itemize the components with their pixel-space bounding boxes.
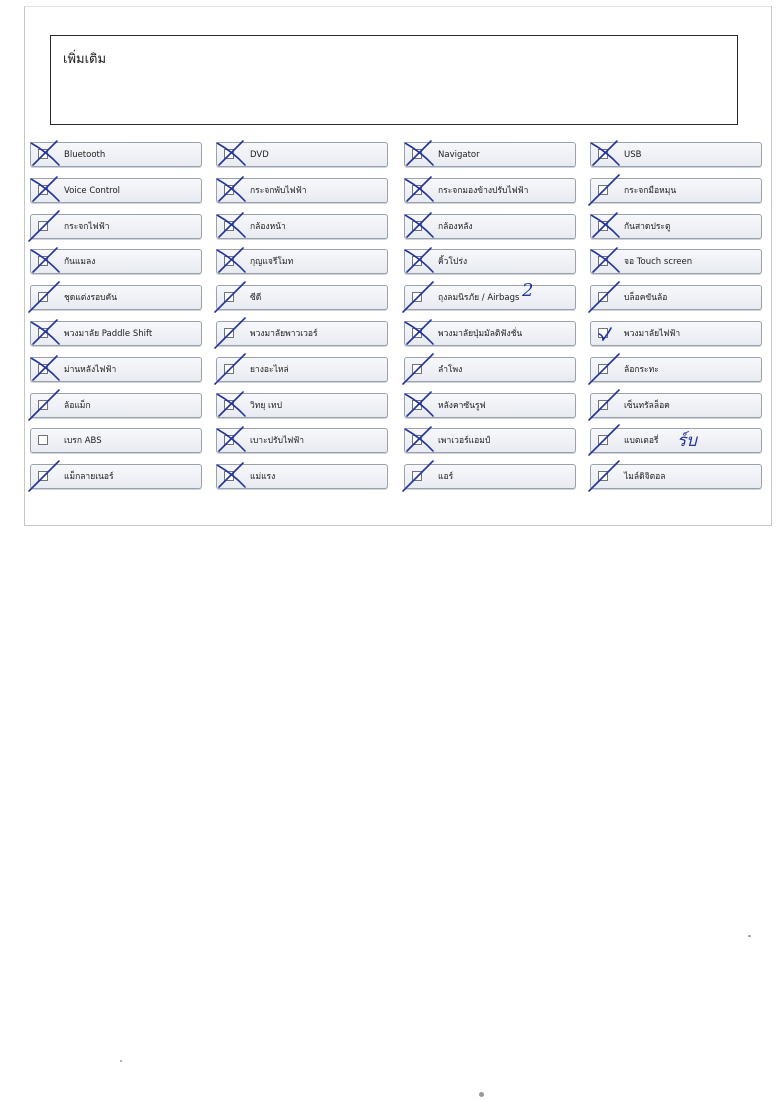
option-label: กระจกมองข้างปรับไฟฟ้า <box>438 185 529 196</box>
option-checkbox[interactable] <box>38 435 48 445</box>
option-label: วิทยุ เทป <box>250 400 282 411</box>
option-label: ถุงลมนิรภัย / Airbags <box>438 293 520 304</box>
option-item[interactable] <box>404 321 576 346</box>
option-label: ล้อกระทะ <box>624 364 659 375</box>
option-label: Navigator <box>438 150 480 160</box>
option-item[interactable] <box>590 214 762 239</box>
option-label: บล็อคขันล้อ <box>624 293 668 304</box>
options-checklist <box>30 142 764 492</box>
x-mark-icon <box>397 421 445 461</box>
option-item[interactable] <box>216 321 388 346</box>
slash-mark-icon <box>583 386 631 426</box>
slash-mark-icon <box>23 457 71 497</box>
slash-mark-icon <box>583 171 631 211</box>
option-item[interactable] <box>216 142 388 167</box>
x-mark-icon <box>209 207 257 247</box>
option-label: กล้องหลัง <box>438 221 473 232</box>
option-label: กระจกไฟฟ้า <box>64 221 110 232</box>
option-label: เบรก ABS <box>64 436 102 447</box>
option-item[interactable] <box>404 214 576 239</box>
x-mark-icon <box>397 135 445 175</box>
slash-mark-icon <box>583 421 631 461</box>
option-item[interactable] <box>590 428 762 453</box>
additional-notes-label: เพิ่มเติม <box>63 52 107 67</box>
option-label: พวงมาลัย Paddle Shift <box>64 329 153 339</box>
option-label: USB <box>624 150 642 160</box>
option-label: Voice Control <box>64 185 121 196</box>
x-mark-icon <box>209 171 257 211</box>
x-mark-icon <box>209 242 257 282</box>
option-item[interactable] <box>30 393 202 418</box>
option-item[interactable] <box>404 249 576 274</box>
option-item[interactable] <box>30 285 202 310</box>
option-item[interactable] <box>216 178 388 203</box>
option-label: แม่แรง <box>250 472 276 483</box>
option-label: กันแมลง <box>64 257 96 268</box>
option-item[interactable] <box>590 285 762 310</box>
option-item[interactable] <box>216 464 388 489</box>
option-item[interactable] <box>404 393 576 418</box>
option-item[interactable] <box>30 321 202 346</box>
option-item[interactable] <box>216 214 388 239</box>
option-item[interactable] <box>404 178 576 203</box>
option-label: แบตเตอรี่ <box>624 436 659 447</box>
option-label: เซ็นทรัลล็อค <box>624 400 670 411</box>
option-item[interactable] <box>590 464 762 489</box>
slash-mark-icon <box>23 386 71 426</box>
option-item[interactable] <box>404 428 576 453</box>
option-item[interactable] <box>590 142 762 167</box>
option-item[interactable] <box>216 249 388 274</box>
option-item[interactable] <box>216 428 388 453</box>
slash-mark-icon <box>209 314 257 354</box>
option-item[interactable] <box>590 321 762 346</box>
slash-mark-icon <box>583 350 631 390</box>
option-label: แม็กลายเนอร์ <box>64 472 114 483</box>
check-mark-icon <box>583 314 631 354</box>
x-mark-icon <box>23 242 71 282</box>
option-item[interactable] <box>590 249 762 274</box>
option-label: ยางอะไหล่ <box>250 364 289 375</box>
option-label: ไมล์ดิจิตอล <box>624 472 666 483</box>
slash-mark-icon <box>23 207 71 247</box>
battery-handwritten-note: ร์บ <box>677 431 697 451</box>
option-item[interactable] <box>30 428 202 453</box>
option-label: ชุดแต่งรอบคัน <box>64 293 118 304</box>
airbags-handwritten-note: 2 <box>522 280 534 301</box>
option-label: ซีดี <box>250 293 262 304</box>
additional-notes-box[interactable] <box>50 35 738 125</box>
option-label: เบาะปรับไฟฟ้า <box>250 436 305 447</box>
scan-speck <box>120 1060 122 1062</box>
x-mark-icon <box>583 207 631 247</box>
option-item[interactable] <box>30 214 202 239</box>
option-item[interactable] <box>404 142 576 167</box>
slash-mark-icon <box>23 278 71 318</box>
x-mark-icon <box>583 242 631 282</box>
x-mark-icon <box>397 386 445 426</box>
option-label: แอร์ <box>438 472 454 483</box>
option-label: พวงมาลัยไฟฟ้า <box>624 329 681 339</box>
x-mark-icon <box>23 314 71 354</box>
x-mark-icon <box>23 135 71 175</box>
slash-mark-icon <box>209 350 257 390</box>
option-label: ม่านหลังไฟฟ้า <box>64 364 117 375</box>
slash-mark-icon <box>583 278 631 318</box>
option-label: กระจกมือหมุน <box>624 185 677 196</box>
slash-mark-icon <box>397 278 445 318</box>
option-label: DVD <box>250 150 269 160</box>
x-mark-icon <box>209 135 257 175</box>
option-label: พวงมาลัยปุ่มมัลติฟังชั่น <box>438 329 523 339</box>
option-item[interactable] <box>404 464 576 489</box>
scan-speck <box>479 1092 484 1097</box>
option-label: พวงมาลัยพาวเวอร์ <box>250 329 318 339</box>
x-mark-icon <box>23 350 71 390</box>
slash-mark-icon <box>397 457 445 497</box>
scan-speck <box>748 935 751 937</box>
option-item[interactable] <box>216 285 388 310</box>
option-item[interactable] <box>30 464 202 489</box>
x-mark-icon <box>583 135 631 175</box>
option-label: หลังคาซันรูฟ <box>438 400 486 411</box>
option-item[interactable] <box>404 285 576 310</box>
x-mark-icon <box>397 207 445 247</box>
option-label: Bluetooth <box>64 150 106 160</box>
option-item[interactable] <box>30 142 202 167</box>
x-mark-icon <box>209 457 257 497</box>
option-item[interactable] <box>30 178 202 203</box>
option-label: กันสาดประตู <box>624 221 671 232</box>
option-item[interactable] <box>590 393 762 418</box>
option-item[interactable] <box>216 393 388 418</box>
option-label: เพาเวอร์แอมป์ <box>438 436 491 447</box>
x-mark-icon <box>209 421 257 461</box>
option-label: จอ Touch screen <box>624 257 693 268</box>
option-label: กล้องหน้า <box>250 221 286 232</box>
slash-mark-icon <box>397 350 445 390</box>
option-item[interactable] <box>590 178 762 203</box>
option-label: กระจกพับไฟฟ้า <box>250 185 307 196</box>
x-mark-icon <box>209 386 257 426</box>
option-item[interactable] <box>590 357 762 382</box>
option-item[interactable] <box>30 249 202 274</box>
x-mark-icon <box>397 314 445 354</box>
option-item[interactable] <box>404 357 576 382</box>
option-item[interactable] <box>216 357 388 382</box>
option-label: กุญแจรีโมท <box>250 257 294 268</box>
slash-mark-icon <box>209 278 257 318</box>
slash-mark-icon <box>583 457 631 497</box>
option-label: ล้อแม็ก <box>64 400 91 411</box>
option-label: คิ้วโปร่ง <box>438 257 468 268</box>
x-mark-icon <box>397 242 445 282</box>
x-mark-icon <box>397 171 445 211</box>
option-item[interactable] <box>30 357 202 382</box>
x-mark-icon <box>23 171 71 211</box>
option-label: ลำโพง <box>438 364 463 375</box>
